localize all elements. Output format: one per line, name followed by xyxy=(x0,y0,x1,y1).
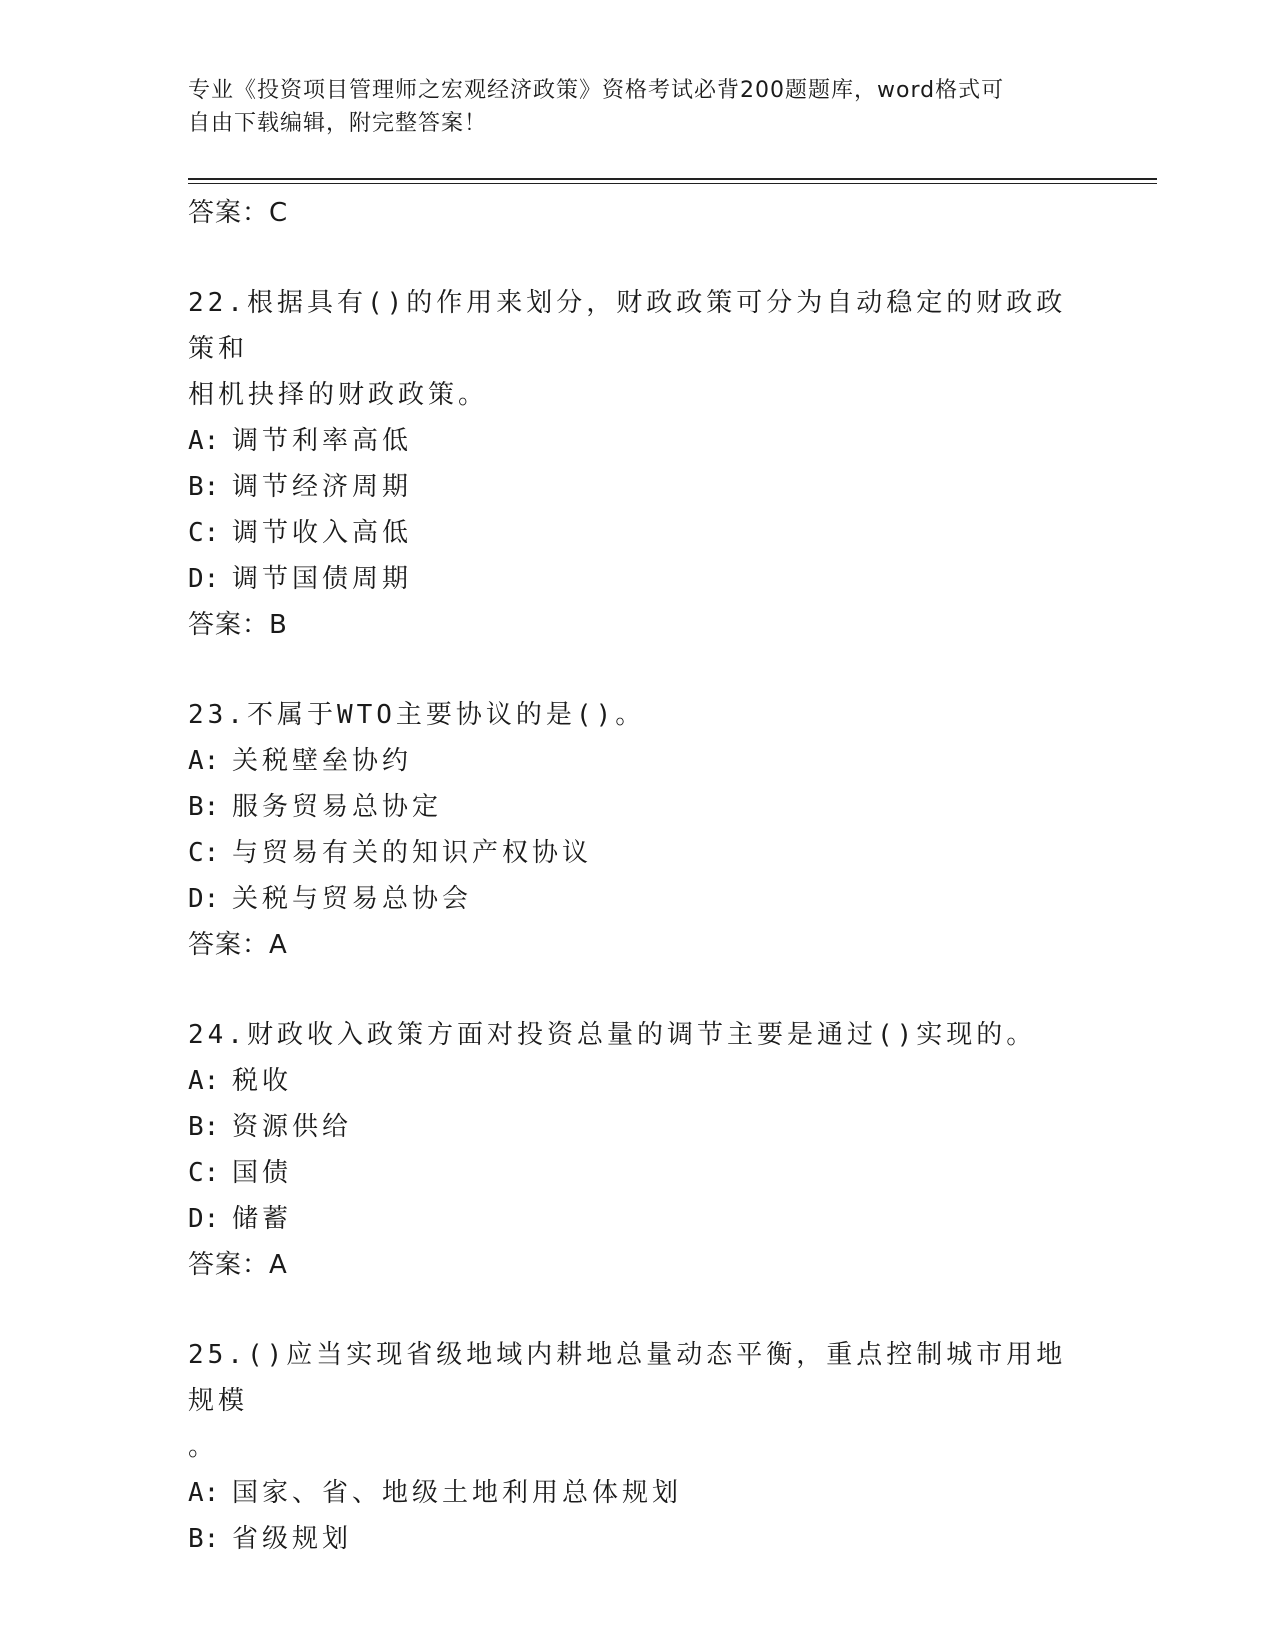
option-c xyxy=(188,510,1088,556)
header-line-2: 自由下载编辑，附完整答案！ xyxy=(188,111,488,136)
question-text-line-1: 23.不属于WTO主要协议的是()。 xyxy=(188,700,646,730)
question-list xyxy=(188,190,1088,1562)
question-text xyxy=(188,280,1088,418)
option-a xyxy=(188,418,1088,464)
option-text: 国债 xyxy=(232,1158,293,1188)
option-letter: C: xyxy=(188,1158,220,1188)
question-23 xyxy=(188,692,1088,968)
answer-line: 答案：A xyxy=(188,1250,288,1280)
option-d xyxy=(188,556,1088,602)
option-text: 调节利率高低 xyxy=(232,426,413,456)
option-b xyxy=(188,464,1088,510)
question-text xyxy=(188,1332,1088,1470)
header-divider-thin xyxy=(188,183,1157,184)
document-header xyxy=(188,74,1088,140)
option-text: 调节国债周期 xyxy=(232,564,413,594)
option-d xyxy=(188,876,1088,922)
option-b xyxy=(188,1516,1088,1562)
option-text: 与贸易有关的知识产权协议 xyxy=(232,838,593,868)
option-d xyxy=(188,1196,1088,1242)
option-c xyxy=(188,830,1088,876)
option-letter: B: xyxy=(188,1524,220,1554)
option-text: 资源供给 xyxy=(232,1112,353,1142)
option-letter: B: xyxy=(188,472,220,502)
option-text: 省级规划 xyxy=(232,1524,353,1554)
header-divider-thick xyxy=(188,178,1157,180)
question-25 xyxy=(188,1332,1088,1562)
option-b xyxy=(188,784,1088,830)
option-a xyxy=(188,1058,1088,1104)
option-text: 关税壁垒协约 xyxy=(232,746,413,776)
option-text: 调节经济周期 xyxy=(232,472,413,502)
question-text xyxy=(188,692,1088,738)
question-text-line-1: 24.财政收入政策方面对投资总量的调节主要是通过()实现的。 xyxy=(188,1020,1037,1050)
option-letter: B: xyxy=(188,792,220,822)
option-a xyxy=(188,1470,1088,1516)
option-letter: C: xyxy=(188,518,220,548)
answer-line: 答案：C xyxy=(188,198,289,228)
option-letter: A: xyxy=(188,1066,220,1096)
option-letter: D: xyxy=(188,564,220,594)
option-b xyxy=(188,1104,1088,1150)
option-text: 服务贸易总协定 xyxy=(232,792,443,822)
option-c xyxy=(188,1150,1088,1196)
option-letter: A: xyxy=(188,426,220,456)
option-text: 调节收入高低 xyxy=(232,518,413,548)
option-a xyxy=(188,738,1088,784)
option-letter: B: xyxy=(188,1112,220,1142)
question-24 xyxy=(188,1012,1088,1288)
option-letter: C: xyxy=(188,838,220,868)
question-text-line-1: 25.()应当实现省级地域内耕地总量动态平衡，重点控制城市用地规模 xyxy=(188,1340,1067,1416)
option-text: 国家、省、地级土地利用总体规划 xyxy=(232,1478,683,1508)
option-letter: A: xyxy=(188,1478,220,1508)
question-text-line-1: 22.根据具有()的作用来划分，财政政策可分为自动稳定的财政政策和 xyxy=(188,288,1067,364)
option-text: 储蓄 xyxy=(232,1204,293,1234)
option-text: 关税与贸易总协会 xyxy=(232,884,473,914)
question-text-line-2: 。 xyxy=(188,1432,219,1462)
question-text-line-2: 相机抉择的财政政策。 xyxy=(188,380,489,410)
option-letter: A: xyxy=(188,746,220,776)
answer-line: 答案：B xyxy=(188,610,288,640)
header-line-1: 专业《投资项目管理师之宏观经济政策》资格考试必背200题题库，word格式可 xyxy=(188,78,1005,103)
option-text: 税收 xyxy=(232,1066,293,1096)
question-22 xyxy=(188,280,1088,648)
question-text xyxy=(188,1012,1088,1058)
answer-line: 答案：A xyxy=(188,930,288,960)
option-letter: D: xyxy=(188,884,220,914)
option-letter: D: xyxy=(188,1204,220,1234)
